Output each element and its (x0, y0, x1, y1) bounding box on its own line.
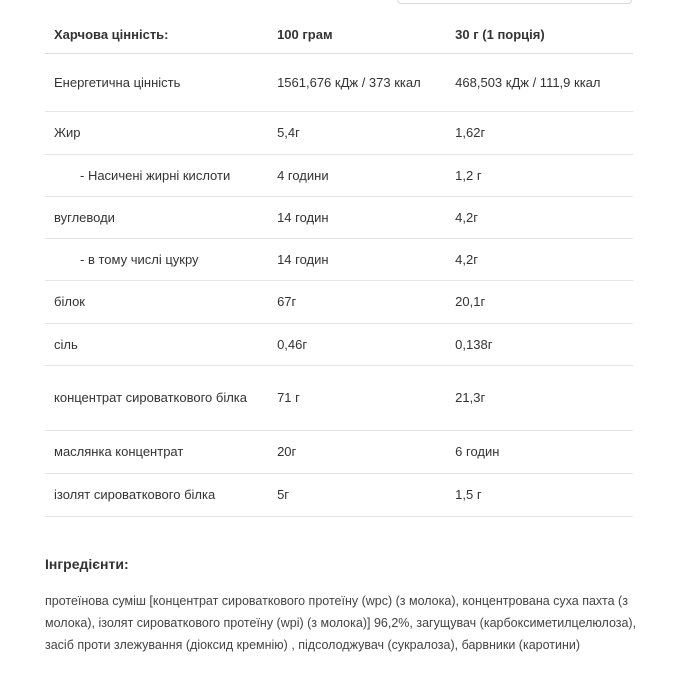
row-per-serving: 4,2г (446, 197, 633, 239)
table-row (45, 431, 633, 474)
row-per-serving: 21,3г (446, 366, 633, 431)
row-per-serving: 6 годин (446, 431, 633, 474)
row-label: сіль (45, 324, 268, 366)
row-label: ізолят сироваткового білка (45, 474, 268, 517)
row-label: - в тому числі цукру (45, 239, 268, 281)
search-input[interactable] (397, 0, 632, 4)
table-row (45, 281, 633, 324)
row-label: концентрат сироваткового білка (45, 366, 268, 431)
ingredients-title: Інгредієнти: (45, 556, 129, 572)
table-row (45, 239, 633, 281)
header-per-serving: 30 г (1 порція) (446, 16, 633, 54)
table-row (45, 324, 633, 366)
table-header-row (45, 16, 633, 54)
row-per-100g: 5г (268, 474, 446, 517)
row-label: - Насичені жирні кислоти (45, 155, 268, 197)
table-row (45, 155, 633, 197)
row-per-serving: 1,62г (446, 112, 633, 155)
row-label: маслянка концентрат (45, 431, 268, 474)
row-per-serving: 1,5 г (446, 474, 633, 517)
row-per-100g: 14 годин (268, 197, 446, 239)
row-per-100g: 20г (268, 431, 446, 474)
ingredients-text: протеїнова суміш [концентрат сироваткового протеїну (wpc) (з молока), концентрована суха пахта (з молока), ізолят сироваткового протеїну (wpi) (з молока)] 96,2%, загущувач (карбоксиметилцелюлоза), засіб проти злежування (діоксид кремнію) , підсолоджувач (сукралоза), барвники (каротини) (45, 594, 637, 652)
table-row (45, 474, 633, 517)
nutrition-table (45, 16, 633, 517)
header-per-100g: 100 грам (268, 16, 446, 54)
row-label: Жир (45, 112, 268, 155)
row-label: білок (45, 281, 268, 324)
table-row (45, 366, 633, 431)
row-per-serving: 468,503 кДж / 111,9 ккал (446, 54, 633, 112)
row-per-100g: 1561,676 кДж / 373 ккал (268, 54, 446, 112)
header-nutrition-value: Харчова цінність: (45, 16, 268, 54)
row-per-serving: 4,2г (446, 239, 633, 281)
row-per-100g: 4 години (268, 155, 446, 197)
table-row (45, 112, 633, 155)
row-per-100g: 14 годин (268, 239, 446, 281)
row-per-100g: 67г (268, 281, 446, 324)
table-row (45, 197, 633, 239)
row-per-100g: 5,4г (268, 112, 446, 155)
row-per-100g: 71 г (268, 366, 446, 431)
row-per-serving: 1,2 г (446, 155, 633, 197)
table-row (45, 54, 633, 112)
row-per-serving: 20,1г (446, 281, 633, 324)
row-label: Енергетична цінність (45, 54, 268, 112)
row-per-serving: 0,138г (446, 324, 633, 366)
row-per-100g: 0,46г (268, 324, 446, 366)
row-label: вуглеводи (45, 197, 268, 239)
